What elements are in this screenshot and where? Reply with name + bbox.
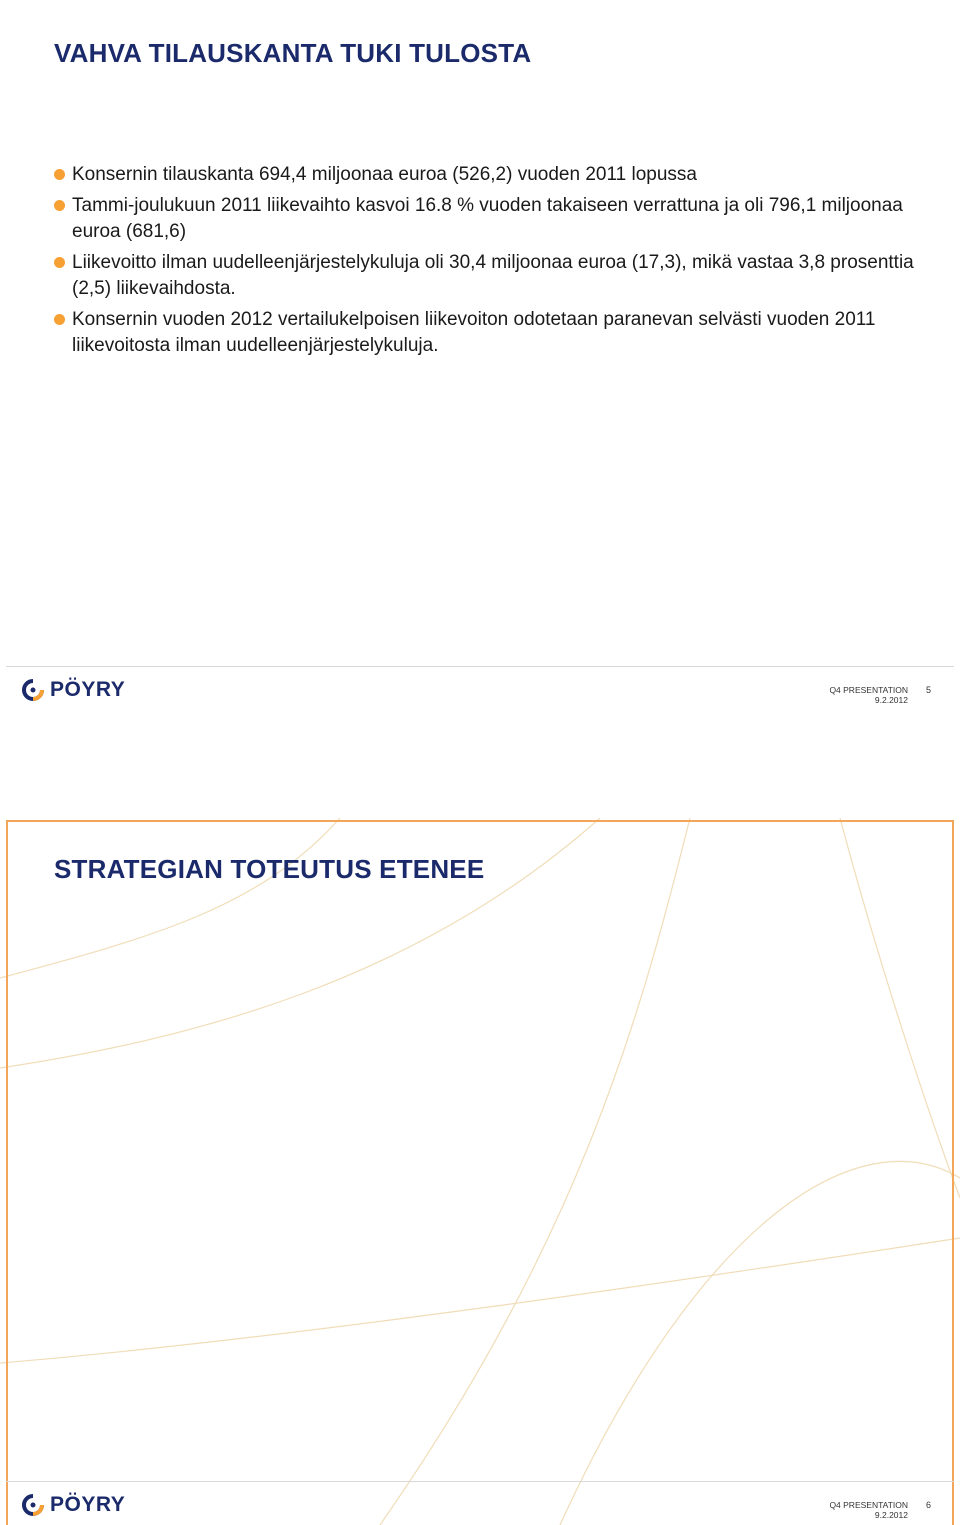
footer-date: 9.2.2012 (874, 1510, 908, 1520)
footer-presentation: Q4 PRESENTATION (829, 1500, 908, 1510)
poyry-swirl-logo-icon (22, 679, 44, 701)
bullet-dot-icon (54, 257, 65, 268)
page-number: 5 (926, 685, 932, 695)
slide-title: VAHVA TILAUSKANTA TUKI TULOSTA (54, 38, 532, 68)
company-logo (22, 1493, 125, 1517)
bullet-list (54, 162, 934, 364)
bullet-dot-icon (54, 200, 65, 211)
bullet-item (54, 307, 934, 359)
footer-presentation-info (800, 685, 908, 705)
slide-frame (6, 820, 954, 1525)
footer-date: 9.2.2012 (874, 695, 908, 705)
logo-text: PÖYRY (50, 678, 126, 701)
bullet-item (54, 193, 934, 245)
bullet-text: Liikevoitto ilman uudelleenjärjestelykuluja oli 30,4 miljoonaa euroa (17,3), mikä vastaa 3,8 prosenttia (2,5) liikevaihdosta. (72, 252, 914, 299)
slide-6 (0, 818, 960, 1525)
footer-divider (6, 666, 954, 667)
footer-presentation: Q4 PRESENTATION (829, 685, 908, 695)
bullet-text: Konsernin vuoden 2012 vertailukelpoisen liikevoiton odotetaan paranevan selvästi vuoden 2011 liikevoitosta ilman uudelleenjärjestelykuluja. (72, 309, 876, 356)
slide-footer (0, 1481, 960, 1525)
slide-title: STRATEGIAN TOTEUTUS ETENEE (54, 854, 485, 884)
bullet-dot-icon (54, 169, 65, 180)
bullet-item (54, 250, 934, 302)
slide-footer (0, 666, 960, 718)
bullet-text: Tammi-joulukuun 2011 liikevaihto kasvoi 16.8 % vuoden takaiseen verrattuna ja oli 796,1 miljoonaa euroa (681,6) (72, 195, 903, 242)
company-logo (22, 678, 125, 702)
logo-text: PÖYRY (50, 1493, 126, 1516)
bullet-dot-icon (54, 314, 65, 325)
page-number: 6 (926, 1500, 932, 1510)
footer-presentation-info (800, 1500, 908, 1520)
slide-5 (0, 0, 960, 718)
bullet-item (54, 162, 934, 188)
poyry-swirl-logo-icon (22, 1494, 44, 1516)
background-curves-decoration (0, 818, 960, 1525)
footer-divider (6, 1481, 954, 1482)
bullet-text: Konsernin tilauskanta 694,4 miljoonaa euroa (526,2) vuoden 2011 lopussa (72, 164, 697, 185)
